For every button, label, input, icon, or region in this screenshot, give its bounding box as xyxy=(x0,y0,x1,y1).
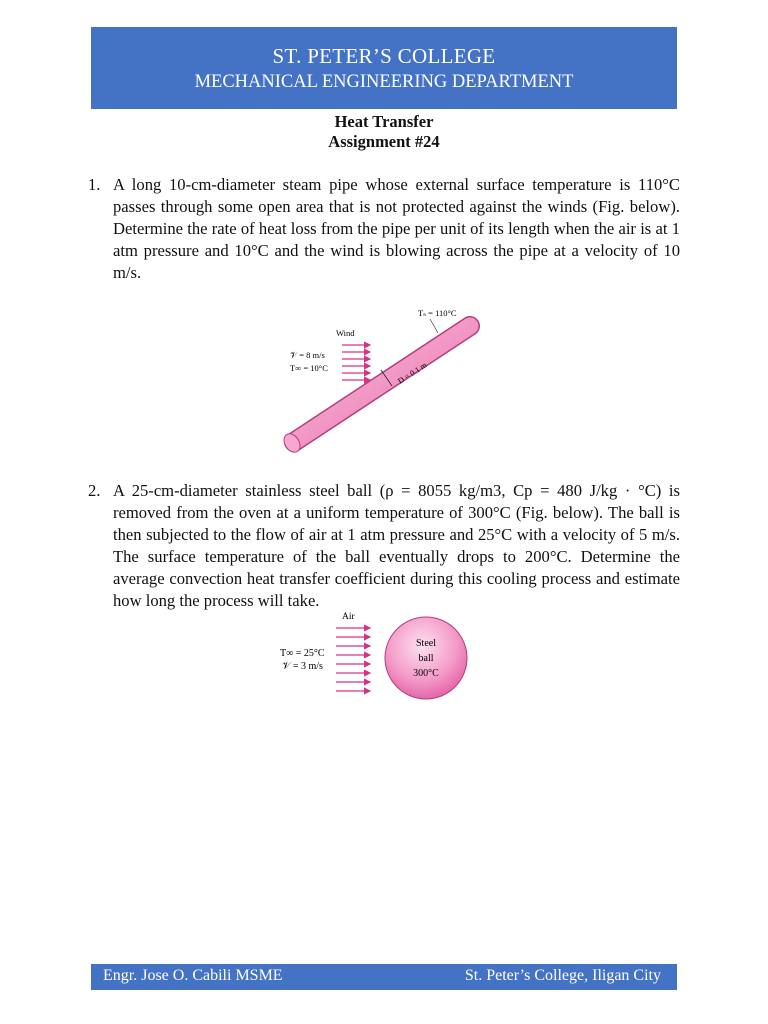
steel-ball-figure xyxy=(270,606,480,706)
air-temp-label: T∞ = 25°C xyxy=(280,648,325,659)
ball-label-line1: Steel xyxy=(416,638,436,649)
problem-number: 2. xyxy=(88,481,101,500)
course-title: Heat Transfer xyxy=(334,112,434,131)
college-name: ST. PETER’S COLLEGE xyxy=(272,44,496,68)
assignment-number: Assignment #24 xyxy=(328,132,440,151)
footer-banner xyxy=(91,964,677,990)
problem-number: 1. xyxy=(88,175,101,194)
problem-text: A long 10-cm-diameter steam pipe whose external surface temperature is 110°C passes through some open area that is not protected against the winds (Fig. below). Determine the rate of heat loss from the pipe per unit of its length when the air is at 1 atm pressure and 10°C and the wind is blowing across the pipe at a velocity of 10 m/s. xyxy=(113,175,680,282)
velocity-label: 𝒱 = 8 m/s xyxy=(290,350,325,360)
header-banner xyxy=(91,27,677,109)
ball-label-line2: ball xyxy=(418,653,434,664)
air-arrows xyxy=(336,628,370,691)
wind-arrows xyxy=(342,345,370,380)
problem-2 xyxy=(88,480,680,612)
pipe-fill xyxy=(294,326,470,442)
surface-temp-leader xyxy=(430,319,438,333)
footer-institution: St. Peter’s College, Iligan City xyxy=(464,967,661,984)
department-name: MECHANICAL ENGINEERING DEPARTMENT xyxy=(194,72,574,92)
air-temp-label: T∞ = 10°C xyxy=(290,363,328,373)
ball-label-line3: 300°C xyxy=(413,668,439,679)
air-label: Air xyxy=(342,612,355,622)
velocity-label: 𝒱 = 3 m/s xyxy=(282,661,323,672)
document-title xyxy=(0,112,768,152)
pipe-figure xyxy=(270,300,510,465)
diameter-label: D = 0.1 m xyxy=(396,360,429,386)
footer-author: Engr. Jose O. Cabili MSME xyxy=(103,967,283,984)
wind-label: Wind xyxy=(336,328,355,338)
surface-temp-label: Tₛ = 110°C xyxy=(418,308,457,318)
problem-1 xyxy=(88,174,680,284)
problem-text: A 25-cm-diameter stainless steel ball (ρ = 8055 kg/m3, Cp = 480 J/kg · °C) is removed from the oven at a uniform temperature of 300°C (Fig. below). The ball is then subjected to the flow of air at 1 atm pressure and 25°C with a velocity of 5 m/s. The surface temperature of the ball eventually drops to 200°C. Determine the average convection heat transfer coefficient during this cooling process and estimate how long the process will take. xyxy=(113,481,680,610)
